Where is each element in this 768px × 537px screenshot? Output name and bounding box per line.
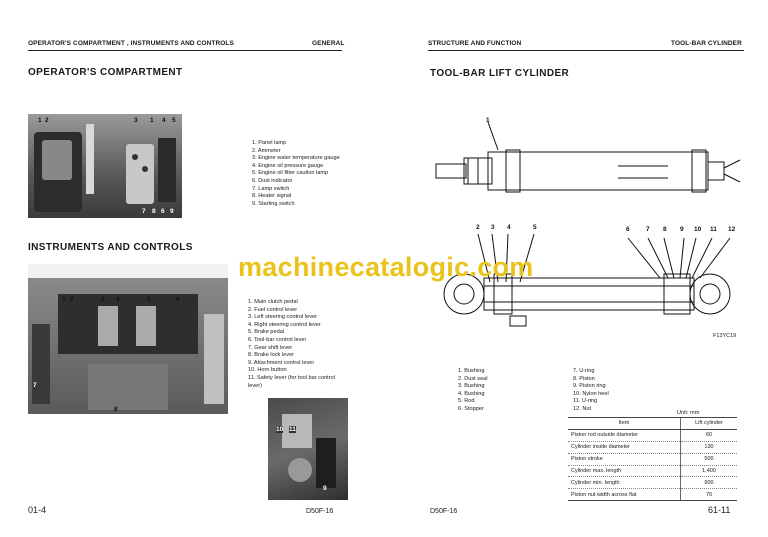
table-row — [568, 465, 737, 477]
operators-compartment-title: OPERATOR'S COMPARTMENT — [28, 67, 183, 78]
section-callout: 3 — [491, 224, 495, 231]
left-header-rule — [28, 50, 342, 51]
legend-item: 9. Starting switch — [252, 200, 295, 207]
operators-compartment-legend — [252, 140, 340, 208]
table-row — [568, 441, 737, 453]
legend-item: 6. Tool-bar control lever — [248, 336, 307, 343]
spec-value: 900 — [681, 477, 738, 489]
part-item: 12. Nut — [573, 405, 592, 412]
section-callout: 5 — [533, 224, 537, 231]
photo1-callout: 8 — [152, 208, 156, 215]
cylinder-top-callout: 1 — [486, 117, 490, 124]
photo1-callout: 5 — [172, 117, 176, 124]
unit-label: Unit: mm — [677, 410, 700, 416]
legend-item: 5. Brake pedal — [248, 329, 285, 336]
cylinder-title: TOOL-BAR LIFT CYLINDER — [430, 68, 570, 79]
photo1-callout: 3 — [134, 117, 138, 124]
parts-list-col1 — [458, 368, 488, 414]
legend-item: 3. Engine water temperature gauge — [252, 155, 340, 162]
section-callout: 10 — [694, 226, 702, 233]
spec-value: 1,400 — [681, 465, 738, 477]
legend-item: 5. Engine oil filter caution lamp — [252, 170, 329, 177]
spec-item: Cylinder min. length — [568, 477, 681, 489]
left-page-number: 01-4 — [28, 505, 47, 515]
legend-item: 4. Engine oil pressure gauge — [252, 162, 324, 169]
instruments-controls-title: INSTRUMENTS AND CONTROLS — [28, 242, 193, 253]
table-header-row — [568, 418, 737, 430]
part-item: 7. U-ring — [573, 368, 595, 374]
photo3-callout: 11 — [289, 426, 296, 433]
photo1-callout: 2 — [45, 117, 49, 124]
table-row — [568, 477, 737, 489]
cylinder-section-drawing — [428, 234, 744, 336]
photo2-callout: 1 — [62, 296, 66, 303]
photo1-callout: 1 — [38, 117, 42, 124]
part-item: 2. Dust seal — [458, 375, 488, 382]
spec-item: Piston stroke — [568, 453, 681, 465]
spec-item: Cylinder inside diameter — [568, 441, 681, 453]
legend-item: 9. Attachment control lever — [248, 359, 315, 366]
photo1-callout: 1 — [150, 117, 154, 124]
section-callout: 12 — [728, 226, 736, 233]
table-row — [568, 489, 737, 501]
safety-lever-photo — [268, 398, 348, 500]
spec-item: Piston rod outside diameter — [568, 429, 681, 441]
section-callout: 11 — [710, 226, 717, 233]
legend-item: 2. Fuel control lever — [248, 306, 298, 313]
legend-item: 3. Left steering control lever — [248, 314, 318, 321]
part-item: 10. Nylon heel — [573, 390, 609, 397]
part-item: 6. Stopper — [458, 405, 484, 412]
photo2-callout: 2 — [70, 296, 74, 303]
spec-value: 130 — [681, 441, 738, 453]
section-callout: 6 — [626, 226, 630, 233]
part-item: 9. Piston ring — [573, 383, 606, 390]
part-item: 8. Piston — [573, 375, 595, 382]
section-callout: 8 — [663, 226, 667, 233]
part-item: 3. Bushing — [458, 383, 485, 390]
section-callout: 4 — [507, 224, 511, 231]
photo2-callout: 4 — [116, 296, 120, 303]
photo3-callout: 10 — [276, 426, 284, 433]
spec-value: 70 — [681, 489, 738, 501]
legend-item: 8. Brake lock lever — [248, 352, 295, 359]
photo1-callout: 9 — [170, 208, 174, 215]
table-row — [568, 429, 737, 441]
legend-item: 10. Horn button — [248, 367, 287, 374]
legend-item: 2. Ammeter — [252, 147, 281, 154]
parts-list-col2 — [573, 368, 609, 414]
photo3-callout: 9 — [323, 485, 327, 492]
left-header-title: OPERATOR'S COMPARTMENT , INSTRUMENTS AND CONTROLS — [28, 40, 234, 47]
photo2-callout: 3 — [101, 296, 105, 303]
legend-item: 6. Dust indicator — [252, 177, 293, 184]
section-callout: 2 — [476, 224, 480, 231]
instruments-controls-photo — [28, 264, 228, 414]
left-model-code: D50F-16 — [306, 508, 334, 515]
column-header-lift-cylinder: Lift cylinder — [681, 418, 738, 430]
table-row — [568, 453, 737, 465]
legend-item: 8. Heater signal — [252, 193, 292, 200]
instruments-controls-legend — [248, 299, 335, 390]
spec-item: Cylinder max. length — [568, 465, 681, 477]
cylinder-exterior-drawing — [428, 110, 744, 210]
cylinder-spec-table — [568, 417, 737, 501]
part-item: 11. U-ring — [573, 398, 598, 405]
column-header-item: Item — [568, 418, 681, 430]
section-callout: 9 — [680, 226, 684, 233]
right-page-number: 61-11 — [708, 505, 731, 515]
photo1-callout: 7 — [142, 208, 146, 215]
photo1-callout: 4 — [162, 117, 166, 124]
legend-item: 7. Lamp switch — [252, 185, 290, 192]
right-header-section: TOOL-BAR CYLINDER — [671, 40, 742, 47]
spec-value: 60 — [681, 429, 738, 441]
figure-code: F13YC19 — [713, 333, 737, 339]
photo2-callout: 8 — [114, 406, 118, 413]
right-model-code: D50F-16 — [430, 508, 458, 515]
part-item: 4. Bushing — [458, 390, 485, 397]
part-item: 5. Rod — [458, 398, 475, 405]
legend-item: 1. Panel lamp — [252, 140, 287, 146]
part-item: 1. Bushing — [458, 368, 485, 374]
watermark: machinecatalogic.com — [238, 252, 534, 282]
operators-compartment-photo — [28, 114, 182, 218]
legend-item: 11. Safety lever (for tool bar control — [248, 374, 335, 381]
photo1-callout: 6 — [161, 208, 165, 215]
right-header-title: STRUCTURE AND FUNCTION — [428, 40, 522, 47]
legend-item: lever) — [248, 382, 262, 389]
legend-item: 4. Right steering control lever — [248, 321, 321, 328]
legend-item: 7. Gear shift lever — [248, 344, 293, 351]
spec-value: 500 — [681, 453, 738, 465]
photo2-callout: 7 — [33, 382, 37, 389]
spec-item: Piston nut width across flat — [568, 489, 681, 501]
legend-item: 1. Main clutch pedal — [248, 299, 298, 305]
photo2-callout: 6 — [176, 296, 180, 303]
right-header-rule — [428, 50, 744, 51]
photo2-callout: 5 — [147, 296, 151, 303]
left-header-section: GENERAL — [312, 40, 345, 47]
section-callout: 7 — [646, 226, 650, 233]
